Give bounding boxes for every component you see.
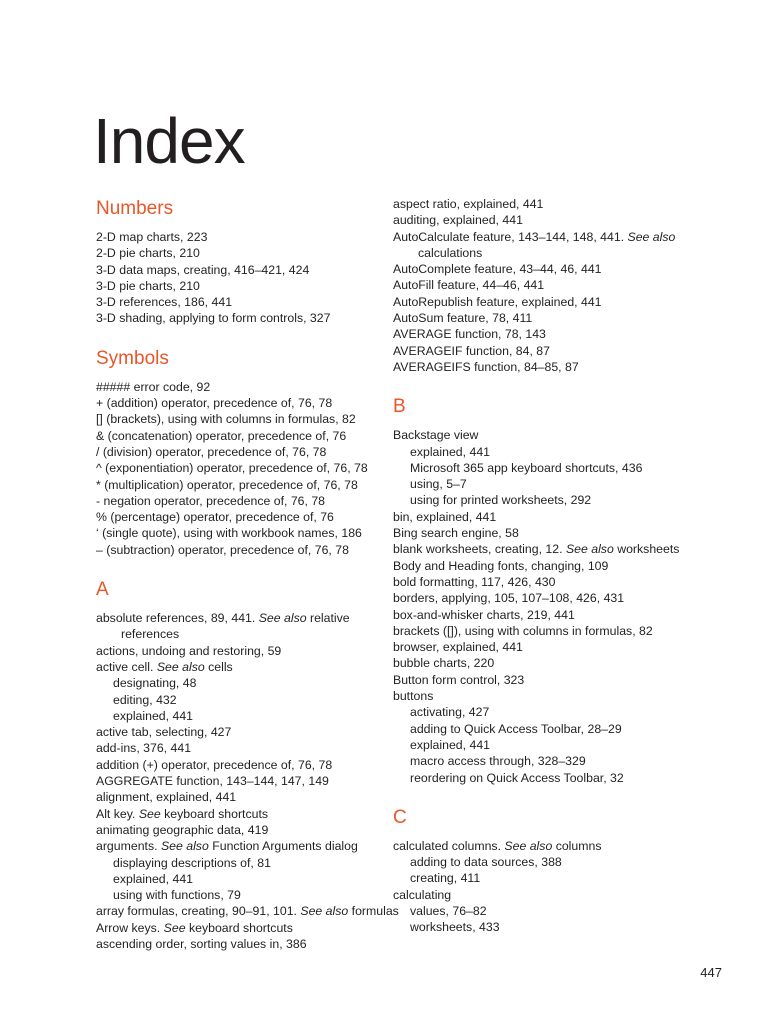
entry-text: activating, 427 <box>410 705 490 720</box>
entry-text: array formulas, creating, 90–91, 101. <box>96 904 301 919</box>
index-entry <box>393 359 713 375</box>
entry-text: AVERAGEIFS function, 84–85, 87 <box>393 359 579 374</box>
entry-text: bubble charts, 220 <box>393 656 495 671</box>
index-entry <box>96 838 396 854</box>
index-section <box>96 347 396 558</box>
entry-text: [] (brackets), using with columns in formulas, 82 <box>96 412 356 427</box>
entry-text: using for printed worksheets, 292 <box>410 493 592 508</box>
entry-text: values, 76–82 <box>410 903 487 918</box>
entry-text: explained, 441 <box>410 444 490 459</box>
entry-text: explained, 441 <box>113 708 193 723</box>
index-entry <box>96 643 396 659</box>
entry-text: AVERAGEIF function, 84, 87 <box>393 343 550 358</box>
entry-text: aspect ratio, explained, 441 <box>393 197 544 211</box>
index-entry <box>96 379 396 395</box>
index-subentry <box>393 753 713 769</box>
cross-reference-target: cells <box>204 659 233 674</box>
entry-text: arguments. <box>96 839 161 854</box>
index-subentry <box>96 855 396 871</box>
index-entry <box>393 525 713 541</box>
cross-reference-target: relative <box>306 611 350 626</box>
entry-text: Arrow keys. <box>96 920 164 935</box>
index-entry <box>393 310 713 326</box>
entry-text: + (addition) operator, precedence of, 76, 78 <box>96 396 333 411</box>
cross-reference-label: See also <box>156 659 205 674</box>
index-entry <box>393 343 713 359</box>
index-entry <box>96 395 396 411</box>
index-entry <box>393 574 713 590</box>
cross-reference-target: Function Arguments dialog <box>208 839 358 854</box>
index-subentry <box>393 737 713 753</box>
index-subentry <box>96 708 396 724</box>
index-entry <box>96 626 396 642</box>
index-entry <box>96 477 396 493</box>
page-number: 447 <box>700 965 722 980</box>
index-entry <box>393 590 713 606</box>
entry-text: calculated columns. <box>393 838 505 853</box>
entry-text: editing, 432 <box>113 692 177 707</box>
section-heading: Numbers <box>96 198 174 219</box>
entry-text: browser, explained, 441 <box>393 640 523 655</box>
index-entry <box>96 460 396 476</box>
entry-text: Microsoft 365 app keyboard shortcuts, 436 <box>410 460 643 475</box>
entry-text: * (multiplication) operator, precedence of, 76, 78 <box>96 477 358 492</box>
index-entry <box>96 229 396 245</box>
index-entry <box>96 278 396 294</box>
entry-text: macro access through, 328–329 <box>410 754 586 769</box>
index-column-left <box>96 197 399 952</box>
entry-text: creating, 411 <box>410 871 481 886</box>
entry-text: Bing search engine, 58 <box>393 526 519 541</box>
index-entry <box>96 411 396 427</box>
index-entry <box>393 558 713 574</box>
index-entry <box>393 261 713 277</box>
index-subentry <box>393 770 713 786</box>
cross-reference-target: formulas <box>348 904 399 919</box>
entry-text: explained, 441 <box>410 737 490 752</box>
entry-text: AGGREGATE function, 143–144, 147, 149 <box>96 774 329 789</box>
index-section <box>393 806 713 936</box>
index-subentry <box>393 870 713 886</box>
entry-text: bin, explained, 441 <box>393 509 497 524</box>
index-entry <box>96 262 396 278</box>
entry-text: absolute references, 89, 441. <box>96 611 259 626</box>
index-entry <box>393 245 713 261</box>
entry-text: & (concatenation) operator, precedence of, 76 <box>96 428 347 443</box>
entry-text: % (percentage) operator, precedence of, 76 <box>96 510 334 525</box>
index-entry <box>393 607 713 623</box>
entry-text: using with functions, 79 <box>113 888 241 903</box>
entry-text: ^ (exponentiation) operator, precedence of, 76, 78 <box>96 461 368 476</box>
index-entry <box>96 806 396 822</box>
index-section <box>393 395 713 786</box>
cross-reference-target: keyboard shortcuts <box>160 806 269 821</box>
index-entry <box>393 672 713 688</box>
index-entry <box>393 838 713 854</box>
entry-text: alignment, explained, 441 <box>96 790 237 805</box>
index-entry <box>393 212 713 228</box>
entry-text: designating, 48 <box>113 676 197 691</box>
section-heading: B <box>393 396 406 418</box>
entry-text: animating geographic data, 419 <box>96 822 269 837</box>
entry-text: buttons <box>393 689 434 704</box>
entry-text: 2-D pie charts, 210 <box>96 246 200 261</box>
entry-text: AutoRepublish feature, explained, 441 <box>393 294 602 309</box>
cross-reference-label: See also <box>565 542 614 557</box>
entry-text: ‘ (single quote), using with workbook names, 186 <box>96 526 362 541</box>
entry-text: reordering on Quick Access Toolbar, 32 <box>410 770 624 785</box>
index-section <box>96 197 396 327</box>
entry-text: Backstage view <box>393 428 479 443</box>
entry-text: – (subtraction) operator, precedence of, 76, 78 <box>96 542 349 557</box>
entry-text: references <box>121 627 180 642</box>
index-entry <box>96 903 399 919</box>
index-entry <box>393 623 713 639</box>
page-title: Index <box>93 105 245 177</box>
index-subentry <box>393 492 713 508</box>
index-entry <box>96 525 396 541</box>
index-entry <box>96 245 396 261</box>
entry-text: bold formatting, 117, 426, 430 <box>393 574 556 589</box>
index-entry <box>96 444 396 460</box>
index-entry <box>393 541 713 557</box>
index-subentry <box>96 675 396 691</box>
entry-text: adding to data sources, 388 <box>410 855 562 870</box>
entry-text: Alt key. <box>96 806 139 821</box>
index-entry <box>393 277 713 293</box>
section-heading: Symbols <box>96 347 169 369</box>
entry-text: add-ins, 376, 441 <box>96 741 192 756</box>
entry-text: 3-D pie charts, 210 <box>96 278 200 293</box>
entry-text: AutoSum feature, 78, 411 <box>393 311 533 326</box>
entry-text: Body and Heading fonts, changing, 109 <box>393 558 609 573</box>
index-entry <box>393 326 713 342</box>
index-entry <box>96 509 396 525</box>
entry-text: addition (+) operator, precedence of, 76, 78 <box>96 757 333 772</box>
section-heading: C <box>393 806 407 828</box>
cross-reference-target: keyboard shortcuts <box>185 920 293 935</box>
index-subentry <box>393 476 713 492</box>
index-subentry <box>393 704 713 720</box>
index-entry <box>96 936 396 952</box>
index-subentry <box>393 903 713 919</box>
index-section <box>96 578 399 952</box>
index-entry <box>96 920 396 936</box>
entry-text: auditing, explained, 441 <box>393 213 523 228</box>
entry-text: brackets ([]), using with columns in formulas, 82 <box>393 623 653 638</box>
section-heading: A <box>96 579 109 601</box>
entry-text: active tab, selecting, 427 <box>96 725 232 740</box>
index-entry <box>393 229 713 245</box>
entry-text: AutoFill feature, 44–46, 441 <box>393 278 545 293</box>
index-entry <box>96 757 396 773</box>
index-entry <box>393 427 713 443</box>
entry-text: 3-D shading, applying to form controls, 327 <box>96 311 331 326</box>
cross-reference-label: See also <box>160 839 209 854</box>
entry-text: 3-D data maps, creating, 416–421, 424 <box>96 262 310 277</box>
index-entry <box>96 789 396 805</box>
index-subentry <box>96 887 396 903</box>
entry-text: 3-D references, 186, 441 <box>96 295 233 310</box>
index-entry <box>96 822 396 838</box>
entry-text: calculations <box>418 245 483 260</box>
cross-reference-target: worksheets <box>613 542 680 557</box>
index-entry <box>96 493 396 509</box>
index-subentry <box>393 444 713 460</box>
entry-text: ascending order, sorting values in, 386 <box>96 936 307 951</box>
index-subentry <box>393 460 713 476</box>
entry-text: AVERAGE function, 78, 143 <box>393 327 546 342</box>
index-entry <box>393 509 713 525</box>
index-entry <box>393 196 713 212</box>
index-entry <box>393 639 713 655</box>
entry-text: displaying descriptions of, 81 <box>113 855 271 870</box>
cross-reference-label: See also <box>627 229 676 244</box>
index-entry <box>96 773 396 789</box>
entry-text: adding to Quick Access Toolbar, 28–29 <box>410 721 622 736</box>
entry-text: using, 5–7 <box>410 477 467 492</box>
entry-text: 2-D map charts, 223 <box>96 230 208 244</box>
entry-text: blank worksheets, creating, 12. <box>393 542 566 557</box>
index-entry <box>393 655 713 671</box>
index-subentry <box>393 721 713 737</box>
entry-text: borders, applying, 105, 107–108, 426, 431 <box>393 591 625 606</box>
index-entry <box>96 740 396 756</box>
entry-text: Button form control, 323 <box>393 672 525 687</box>
entry-text: explained, 441 <box>113 871 193 886</box>
index-entry <box>96 659 396 675</box>
index-entry <box>96 310 396 326</box>
entry-text: / (division) operator, precedence of, 76, 78 <box>96 444 327 459</box>
cross-reference-label: See also <box>504 838 553 853</box>
entry-text: AutoCalculate feature, 143–144, 148, 441. <box>393 229 628 244</box>
cross-reference-label: See <box>138 806 161 821</box>
cross-reference-label: See also <box>300 904 349 919</box>
index-entry <box>96 724 396 740</box>
index-entry <box>96 428 396 444</box>
index-subentry <box>96 692 396 708</box>
index-entry <box>393 887 713 903</box>
index-entry <box>393 688 713 704</box>
index-column-right <box>393 196 713 936</box>
index-subentry <box>96 871 396 887</box>
index-entry <box>393 294 713 310</box>
index-subentry <box>393 919 713 935</box>
entry-text: active cell. <box>96 659 157 674</box>
index-subentry <box>393 854 713 870</box>
cross-reference-target: columns <box>552 838 602 853</box>
entry-text: calculating <box>393 887 452 902</box>
entry-text: - negation operator, precedence of, 76, 78 <box>96 493 326 508</box>
cross-reference-label: See <box>163 920 186 935</box>
index-entry <box>96 610 396 626</box>
index-section <box>393 196 713 375</box>
index-entry <box>96 294 396 310</box>
index-entry <box>96 542 396 558</box>
entry-text: AutoComplete feature, 43–44, 46, 441 <box>393 262 602 277</box>
entry-text: worksheets, 433 <box>410 920 500 935</box>
entry-text: box-and-whisker charts, 219, 441 <box>393 607 575 622</box>
cross-reference-label: See also <box>258 611 307 626</box>
entry-text: actions, undoing and restoring, 59 <box>96 643 282 658</box>
entry-text: ##### error code, 92 <box>96 379 211 394</box>
